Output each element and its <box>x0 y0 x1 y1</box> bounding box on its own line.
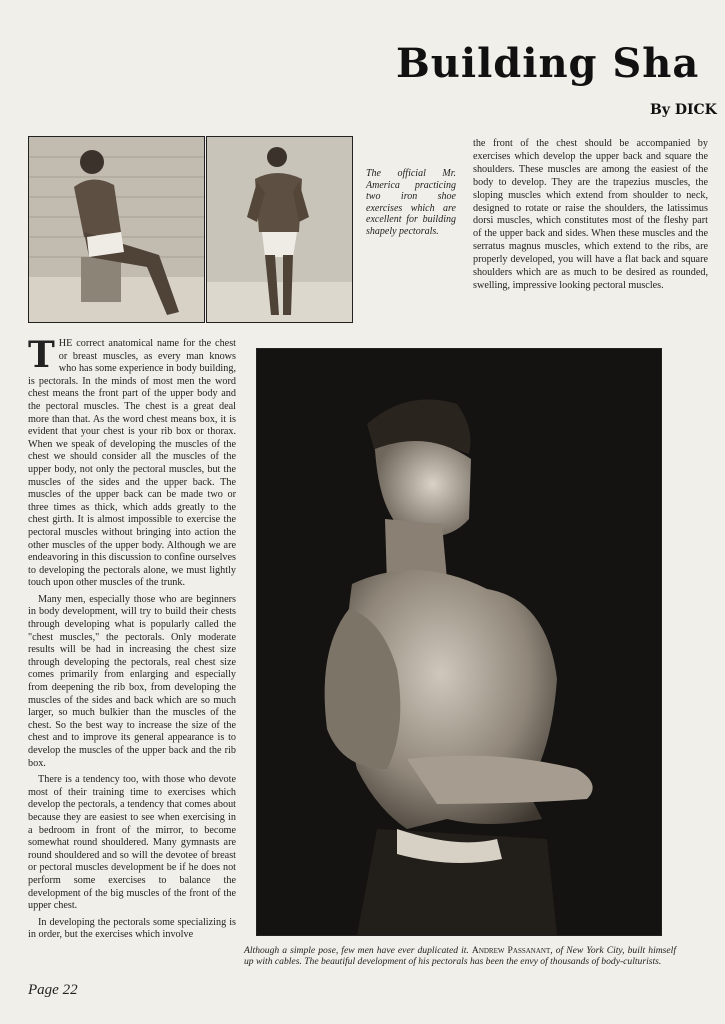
photo-main-portrait <box>256 348 662 936</box>
paragraph-4: In developing the pectorals some specializing is in order, but the exercises which involve <box>28 916 236 941</box>
photo-standing-exercise <box>206 136 353 323</box>
author-byline: By DICK <box>650 102 717 118</box>
main-caption-rest: of New York City, built himself up with cables. The beautiful development of his pectorals has been the envy of thousands of body-culturists. <box>244 945 677 967</box>
paragraph-1 <box>28 334 236 590</box>
page-number: Page 22 <box>28 982 78 998</box>
article-body-column <box>28 334 236 946</box>
main-caption-lead: Although a simple pose, few men have ever duplicated it. <box>244 945 469 956</box>
right-column-text: the front of the chest should be accompanied by exercises which develop the upper back and square the shoulders. These muscles are among the easiest of the body to develop. They are the trapezius muscles, the sloping muscles which extend from shoulder to neck, designed to rotate or raise the shoulders, the latissimus dorsi muscles, which constitutes most of the fleshy part of the upper back and sides. When these muscles and the serratus magnus muscles, which extend to the ribs, are properly developed, you will have a flat back and square shoulders which are as much to be desired as rounded, swelling, impressive looking pectoral muscles. <box>473 138 708 291</box>
photo-seated-exercise <box>28 136 205 323</box>
main-caption-name: Andrew Passanant, <box>471 945 553 956</box>
drop-cap: T <box>28 334 55 376</box>
top-photos-caption: The official Mr. America practicing two iron shoe exercises which are excellent for building shapely pectorals. <box>366 168 456 237</box>
paragraph-1-text: HE correct anatomical name for the chest or breast muscles, as every man knows who has some experience in body building, is pectorals. In the minds of most men the word chest means the front part of the upper body and the pectoral muscles. The chest is a great deal more than that. As the word chest means box, it is evident that your chest is your rib box or thorax. When we speak of developing the muscles of the chest we should consider all the muscles of the upper body, not only the pectoral muscles, but the muscles of the sides and the upper back. The muscles of the upper back can be made two or three times as thick, which adds greatly to the chest girth. It is almost impossible to exercise the pectoral muscles without bringing into action the other muscles of the upper body. Although we are endeavoring in this discussion to confine ourselves to developing the pectorals alone, we must lightly touch upon other muscles of the trunk. <box>28 338 236 589</box>
paragraph-2: Many men, especially those who are beginners in body development, will try to build their chests through developing what is popularly called the "chest muscles," the pectorals. Only moderate results will be had in increasing the chest size through developing the pectorals, real chest size comes primarily from enlarging and especially from deepening the rib box, from developing the muscles of the sides and back which are so much larger, so much bulkier than the muscles of the chest. So the best way to increase the size of the chest and to improve its general appearance is to develop the muscles of the upper back and the rib box. <box>28 593 236 769</box>
main-photo-caption <box>244 945 676 967</box>
paragraph-3: There is a tendency too, with those who devote most of their training time to exercises which develop the pectorals, a tendency that comes about because they are easiest to see when exercising in a bedroom in front of the mirror, to become somewhat round shouldered. Many gymnasts are round shouldered and so will the devotee of breast or pectoral muscles development be if he does not perform some exercises to balance the development of the big muscles of the front of the upper chest. <box>28 774 236 912</box>
article-title: Building Sha <box>396 40 700 87</box>
